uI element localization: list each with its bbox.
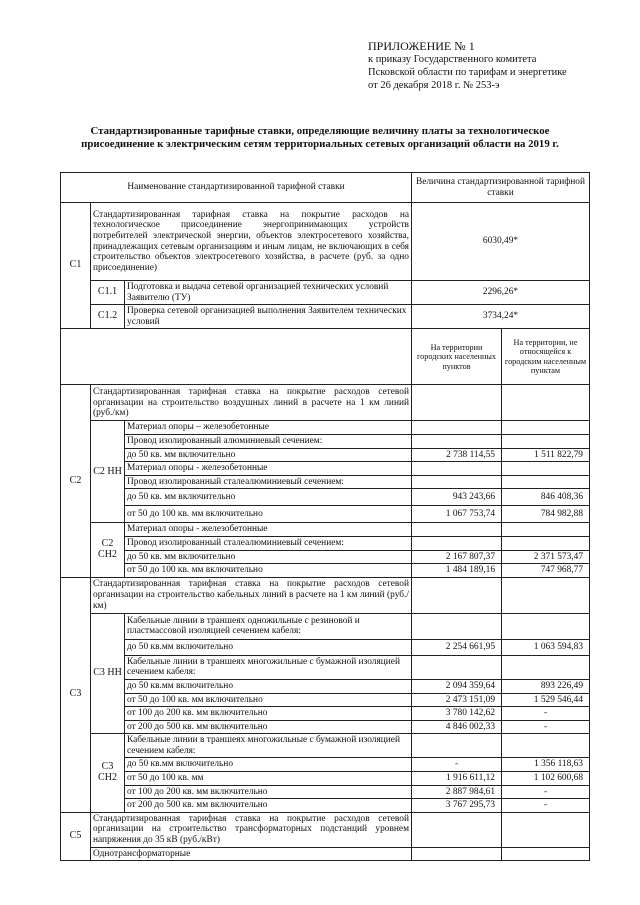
value-other <box>502 655 590 679</box>
row-text: Кабельные линии в траншеях одножильные с резиновой и пластмассовой изоляцией сечением кабеля: <box>125 613 412 639</box>
voltage-code: С3 НН <box>91 613 125 734</box>
table-row <box>61 812 590 847</box>
table-row <box>61 281 590 305</box>
value-other: - <box>502 785 590 799</box>
value-other <box>502 475 590 489</box>
table-row <box>61 693 590 707</box>
value-urban <box>412 734 502 758</box>
table-row <box>61 679 590 693</box>
table-row <box>61 536 590 550</box>
value-other: 1 511 822,79 <box>502 448 590 462</box>
value-urban: 2 254 661,95 <box>412 639 502 655</box>
row-text: от 100 до 200 кв. мм включительно <box>125 707 412 721</box>
row-text: Кабельные линии в траншеях многожильные с бумажной изоляцией сечением кабеля: <box>125 734 412 758</box>
table-row <box>61 448 590 462</box>
row-text: до 50 кв. мм включительно <box>125 550 412 564</box>
table-row <box>61 434 590 448</box>
value-urban: 3 780 142,62 <box>412 707 502 721</box>
value-urban: 2 887 984,61 <box>412 785 502 799</box>
territory-urban-header: На территории городских населенных пунктов <box>412 329 502 385</box>
value-urban: 4 846 002,33 <box>412 720 502 734</box>
row-text: Материал опоры - железобетонные <box>125 523 412 537</box>
row-text: от 50 до 100 кв. мм <box>125 772 412 786</box>
table-row <box>61 489 590 506</box>
tariff-table <box>60 172 590 861</box>
table-row <box>61 707 590 721</box>
value-other: 784 982,88 <box>502 506 590 523</box>
value-urban <box>412 523 502 537</box>
value-urban <box>412 421 502 435</box>
value-other: 1 529 546,44 <box>502 693 590 707</box>
row-text: Провод изолированный сталеалюминиевый сечением: <box>125 475 412 489</box>
rate-description: Стандартизированная тарифная ставка на покрытие расходов на технологическое присоединение энергопринимающих устройств потребителей электрической энергии, объектов электросетевого хозяйства, принадлежащих сетевым организациям и иным лицам, не включающих в себя строительство объектов электросетевого хозяйства, в расчете (руб. за одно присоединение) <box>91 203 412 281</box>
value-urban <box>412 462 502 476</box>
value-other <box>502 385 590 421</box>
rate-description: Подготовка и выдача сетевой организацией технических условий Заявителю (ТУ) <box>125 281 412 305</box>
header-value-cell: Величина стандартизированной тарифной ставки <box>412 173 590 203</box>
value-other <box>502 462 590 476</box>
value-urban <box>412 475 502 489</box>
header-name-cell: Наименование стандартизированной тарифной ставки <box>61 173 412 203</box>
rate-code: С1.1 <box>91 281 125 305</box>
table-row <box>61 506 590 523</box>
territory-header-row <box>61 329 590 385</box>
table-row <box>61 799 590 813</box>
value-urban: 2 094 359,64 <box>412 679 502 693</box>
value-other <box>502 847 590 861</box>
table-row <box>61 734 590 758</box>
value-other <box>502 434 590 448</box>
value-other: - <box>502 799 590 813</box>
value-urban <box>412 385 502 421</box>
table-row <box>61 385 590 421</box>
row-text: до 50 кв. мм включительно <box>125 448 412 462</box>
rate-value: 6030,49* <box>412 203 590 281</box>
row-text: Однотрансформаторные <box>91 847 412 861</box>
table-row <box>61 785 590 799</box>
value-other: 1 356 118,63 <box>502 758 590 772</box>
table-row <box>61 421 590 435</box>
table-row <box>61 639 590 655</box>
value-other <box>502 536 590 550</box>
document-title: Стандартизированные тарифные ставки, определяющие величину платы за технологическое присоединение к электрическим сетям территориальных сетевых организаций области на 2019 г. <box>81 125 559 150</box>
row-text: от 100 до 200 кв. мм включительно <box>125 785 412 799</box>
value-other <box>502 577 590 613</box>
value-other <box>502 523 590 537</box>
row-text: до 50 кв. мм включительно <box>125 489 412 506</box>
table-row <box>61 564 590 578</box>
table-row <box>61 772 590 786</box>
territory-other-header: На территории, не относящейся к городским населенным пунктам <box>502 329 590 385</box>
rate-description: Стандартизированная тарифная ставка на покрытие расходов сетевой организации на строительство воздушных линий в расчете на 1 км линий (руб./км) <box>91 385 412 421</box>
value-urban: 943 243,66 <box>412 489 502 506</box>
table-row <box>61 203 590 281</box>
value-urban: 1 484 189,16 <box>412 564 502 578</box>
rate-description: Проверка сетевой организацией выполнения Заявителем технических условий <box>125 305 412 329</box>
table-row <box>61 577 590 613</box>
value-other: - <box>502 720 590 734</box>
rate-code: С5 <box>61 812 91 860</box>
table-row <box>61 462 590 476</box>
row-text: от 50 до 100 кв. мм включительно <box>125 693 412 707</box>
voltage-code: С3 СН2 <box>91 734 125 813</box>
value-other: - <box>502 707 590 721</box>
value-other <box>502 613 590 639</box>
value-urban: 2 473 151,09 <box>412 693 502 707</box>
value-urban <box>412 655 502 679</box>
value-other: 893 226,49 <box>502 679 590 693</box>
rate-value: 3734,24* <box>412 305 590 329</box>
row-text: Провод изолированный сталеалюминиевый сечением: <box>125 536 412 550</box>
row-text: до 50 кв.мм включительно <box>125 639 412 655</box>
appendix-title: ПРИЛОЖЕНИЕ № 1 <box>368 39 475 53</box>
table-row <box>61 847 590 861</box>
header-line-3: от 26 декабря 2018 г. № 253-э <box>368 80 500 91</box>
row-text: от 200 до 500 кв. мм включительно <box>125 720 412 734</box>
row-text: Кабельные линии в траншеях многожильные с бумажной изоляцией сечением кабеля: <box>125 655 412 679</box>
value-other: 2 371 573,47 <box>502 550 590 564</box>
value-urban: - <box>412 758 502 772</box>
value-urban <box>412 577 502 613</box>
row-text: Материал опоры – железобетонные <box>125 421 412 435</box>
row-text: до 50 кв.мм включительно <box>125 758 412 772</box>
value-urban: 1 067 753,74 <box>412 506 502 523</box>
row-text: Материал опоры - железобетонные <box>125 462 412 476</box>
empty-cell <box>61 329 412 385</box>
rate-code: С1.2 <box>91 305 125 329</box>
voltage-code: С2 НН <box>91 421 125 523</box>
value-urban: 2 738 114,55 <box>412 448 502 462</box>
document-header <box>368 40 567 92</box>
rate-description: Стандартизированная тарифная ставка на покрытие расходов сетевой организации на строительство кабельных линий в расчете на 1 км линий (руб./км) <box>91 577 412 613</box>
table-header-row <box>61 173 590 203</box>
table-row <box>61 758 590 772</box>
value-urban <box>412 613 502 639</box>
value-other: 846 408,36 <box>502 489 590 506</box>
value-other <box>502 734 590 758</box>
table-row <box>61 550 590 564</box>
table-row <box>61 613 590 639</box>
table-row <box>61 655 590 679</box>
row-text: от 200 до 500 кв. мм включительно <box>125 799 412 813</box>
header-line-1: к приказу Государственного комитета <box>368 54 537 65</box>
row-text: до 50 кв.мм включительно <box>125 679 412 693</box>
table-row <box>61 475 590 489</box>
value-urban: 3 767 295,73 <box>412 799 502 813</box>
table-row <box>61 720 590 734</box>
header-line-2: Псковской области по тарифам и энергетике <box>368 67 567 78</box>
rate-code: С2 <box>61 385 91 577</box>
value-other: 1 063 594,83 <box>502 639 590 655</box>
value-urban: 2 167 807,37 <box>412 550 502 564</box>
value-other <box>502 421 590 435</box>
value-other <box>502 812 590 847</box>
row-text: Провод изолированный алюминиевый сечением: <box>125 434 412 448</box>
table-row <box>61 305 590 329</box>
row-text: от 50 до 100 кв. мм включительно <box>125 506 412 523</box>
rate-code: С3 <box>61 577 91 812</box>
voltage-code: С2 СН2 <box>91 523 125 577</box>
table-row <box>61 523 590 537</box>
rate-description: Стандартизированная тарифная ставка на покрытие расходов сетевой организации на строительство трансформаторных подстанций уровнем напряжения до 35 кВ (руб./кВт) <box>91 812 412 847</box>
row-text: от 50 до 100 кв. мм включительно <box>125 564 412 578</box>
value-urban <box>412 434 502 448</box>
value-other: 1 102 600,68 <box>502 772 590 786</box>
value-urban <box>412 812 502 847</box>
rate-code: С1 <box>61 203 91 329</box>
value-urban <box>412 536 502 550</box>
rate-value: 2296,26* <box>412 281 590 305</box>
value-urban <box>412 847 502 861</box>
value-other: 747 968,77 <box>502 564 590 578</box>
value-urban: 1 916 611,12 <box>412 772 502 786</box>
